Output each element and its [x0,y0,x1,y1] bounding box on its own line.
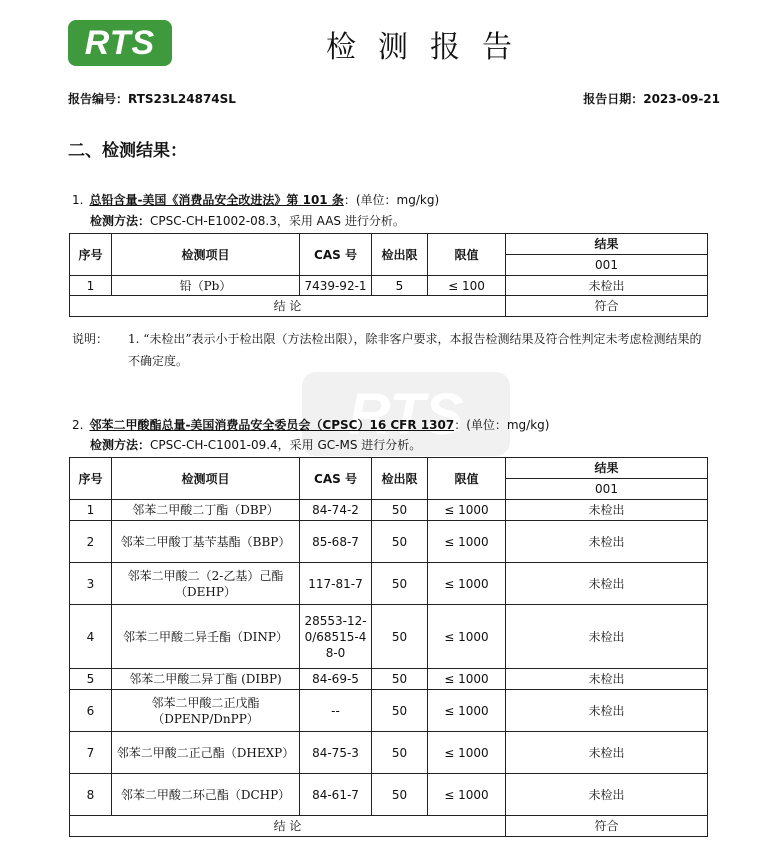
table-row [70,605,708,669]
cell-result: 未检出 [506,605,708,669]
cell-seq: 4 [70,605,112,669]
cell-result: 未检出 [506,669,708,690]
table-row [70,774,708,816]
header-mdl: 检出限 [372,234,428,276]
header-result: 结果 [506,234,708,255]
table-row [70,500,708,521]
cell-item: 邻苯二甲酸二环己酯（DCHP） [112,774,300,816]
header-limit: 限值 [428,234,506,276]
cell-result: 未检出 [506,563,708,605]
cell-result: 未检出 [506,500,708,521]
cell-limit: ≤ 1000 [428,732,506,774]
cell-item: 邻苯二甲酸二（2-乙基）己酯（DEHP） [112,563,300,605]
conclusion-row [70,296,708,317]
header-item: 检测项目 [112,234,300,276]
note-text: 1. “未检出”表示小于检出限（方法检出限），除非客户要求，本报告检测结果及符合性判定未考虑检测结果的不确定度。 [128,332,702,368]
cell-item: 邻苯二甲酸二正己酯（DHEXP） [112,732,300,774]
item1-method [90,212,405,229]
cell-limit: ≤ 100 [428,276,506,296]
cell-cas: 84-75-3 [300,732,372,774]
header-cas: CAS 号 [300,234,372,276]
item1-name: 总铅含量-美国《消费品安全改进法》第 101 条 [89,193,344,207]
item2-number: 2. [72,418,84,432]
report-number-label: 报告编号： [68,92,129,106]
header-seq: 序号 [70,234,112,276]
header-sample-id: 001 [506,255,708,276]
cell-limit: ≤ 1000 [428,774,506,816]
cell-cas: 28553-12-0/68515-48-0 [300,605,372,669]
header-seq: 序号 [70,458,112,500]
watermark-text: RTS [348,381,464,447]
report-number [68,90,236,107]
cell-result: 未检出 [506,276,708,296]
header-result: 结果 [506,458,708,479]
cell-mdl: 50 [372,563,428,605]
note-label: 说明： [72,332,109,346]
item1-unit: ：(单位：mg/kg) [343,193,440,207]
cell-limit: ≤ 1000 [428,563,506,605]
cell-item: 邻苯二甲酸二丁酯（DBP） [112,500,300,521]
header-mdl: 检出限 [372,458,428,500]
cell-cas: 84-61-7 [300,774,372,816]
cell-mdl: 50 [372,605,428,669]
cell-seq: 7 [70,732,112,774]
cell-item: 邻苯二甲酸二异壬酯（DINP） [112,605,300,669]
table-row [70,521,708,563]
cell-seq: 8 [70,774,112,816]
cell-cas: 84-69-5 [300,669,372,690]
cell-mdl: 50 [372,774,428,816]
cell-item: 邻苯二甲酸二正戊酯（DPENP/DnPP） [112,690,300,732]
note [72,328,712,372]
conclusion-value: 符合 [506,296,708,317]
item2-method-text: CPSC-CH-C1001-09.4，采用 GC-MS 进行分析。 [150,438,422,452]
report-title: 检测报告 [326,30,534,65]
cell-result: 未检出 [506,690,708,732]
section-title: 二、检测结果： [68,141,187,161]
conclusion-value: 符合 [506,816,708,837]
item2-name: 邻苯二甲酸酯总量-美国消费品安全委员会（CPSC）16 CFR 1307 [89,418,455,432]
cell-seq: 2 [70,521,112,563]
cell-limit: ≤ 1000 [428,500,506,521]
table-row [70,563,708,605]
report-date-label: 报告日期： [583,92,644,106]
cell-mdl: 50 [372,500,428,521]
cell-seq: 1 [70,276,112,296]
cell-limit: ≤ 1000 [428,521,506,563]
cell-cas: 7439-92-1 [300,276,372,296]
item2-unit: ：(单位：mg/kg) [454,418,550,432]
cell-item: 邻苯二甲酸二异丁酯 (DIBP) [112,669,300,690]
result-table-1 [69,233,708,317]
cell-limit: ≤ 1000 [428,669,506,690]
header-item: 检测项目 [112,458,300,500]
cell-seq: 6 [70,690,112,732]
company-logo [68,20,172,66]
cell-seq: 5 [70,669,112,690]
table-row [70,669,708,690]
cell-limit: ≤ 1000 [428,605,506,669]
conclusion-row [70,816,708,837]
item1-method-text: CPSC-CH-E1002-08.3，采用 AAS 进行分析。 [150,214,405,228]
item2-title [72,416,549,433]
cell-limit: ≤ 1000 [428,690,506,732]
cell-result: 未检出 [506,732,708,774]
item2-method [90,436,421,453]
cell-cas: 85-68-7 [300,521,372,563]
cell-mdl: 50 [372,690,428,732]
table-row [70,276,708,296]
cell-cas: 84-74-2 [300,500,372,521]
cell-seq: 1 [70,500,112,521]
item1-number: 1. [72,193,84,207]
result-table-2 [69,457,708,837]
cell-mdl: 50 [372,521,428,563]
cell-mdl: 5 [372,276,428,296]
header-cas: CAS 号 [300,458,372,500]
cell-item: 铅（Pb） [112,276,300,296]
cell-result: 未检出 [506,774,708,816]
cell-mdl: 50 [372,669,428,690]
cell-cas: 117-81-7 [300,563,372,605]
logo-text: RTS [84,23,156,62]
conclusion-label: 结 论 [70,816,506,837]
report-number-value: RTS23L24874SL [128,92,236,106]
report-date [583,90,720,107]
table-row [70,690,708,732]
conclusion-label: 结 论 [70,296,506,317]
cell-item: 邻苯二甲酸丁基苄基酯（BBP） [112,521,300,563]
cell-result: 未检出 [506,521,708,563]
report-date-value: 2023-09-21 [643,92,720,106]
item2-method-label: 检测方法： [90,438,151,452]
cell-cas: -- [300,690,372,732]
header-limit: 限值 [428,458,506,500]
item1-title [72,191,439,208]
table-row [70,732,708,774]
header-sample-id: 001 [506,479,708,500]
cell-seq: 3 [70,563,112,605]
cell-mdl: 50 [372,732,428,774]
item1-method-label: 检测方法： [90,214,151,228]
